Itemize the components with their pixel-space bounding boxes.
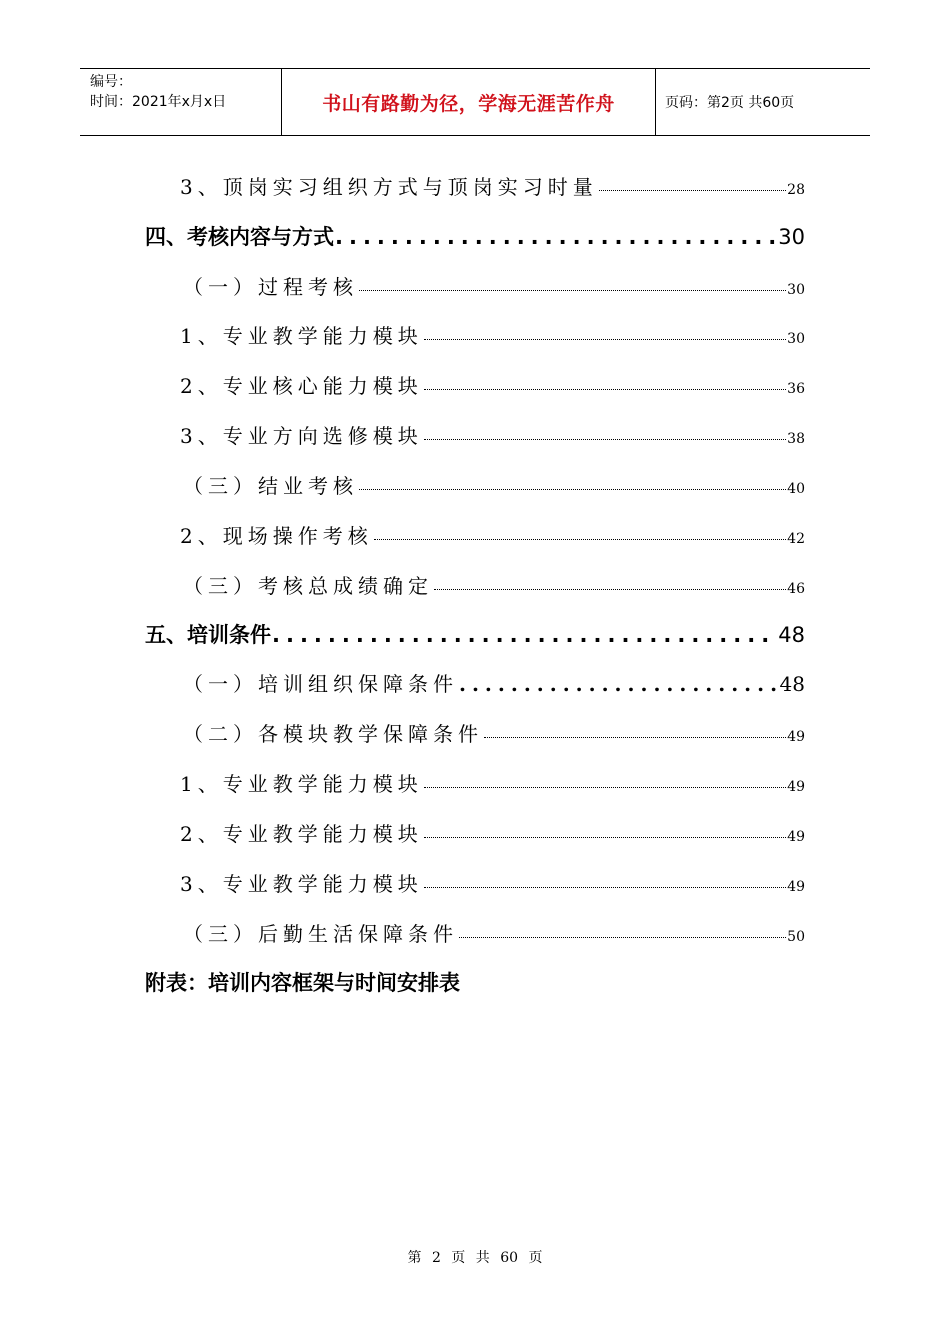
toc-entry-label: 1、专业教学能力模块 — [180, 324, 423, 348]
toc-chapter-label: 四、考核内容与方式 — [145, 225, 334, 249]
toc-entry-page: 46 — [787, 581, 805, 597]
toc-chapter[interactable] — [145, 619, 805, 649]
toc-leader — [599, 190, 786, 191]
toc-entry[interactable] — [180, 420, 805, 449]
toc-entry-label: 1、专业教学能力模块 — [180, 772, 423, 796]
toc-entry-page: 42 — [787, 531, 805, 547]
header-page-info: 页码：第2页 共60页 — [665, 95, 795, 111]
toc-entry[interactable] — [180, 818, 805, 847]
toc-entry-page: 48 — [779, 672, 805, 696]
toc-entry[interactable] — [183, 570, 805, 599]
toc-entry-page: 38 — [787, 431, 805, 447]
toc-entry-label: 3、专业方向选修模块 — [180, 424, 423, 448]
toc-leader — [459, 672, 779, 696]
toc-entry-page: 49 — [787, 879, 805, 895]
toc-entry[interactable] — [180, 370, 805, 399]
toc-entry-page: 49 — [787, 729, 805, 745]
page-header — [80, 68, 870, 136]
toc-entry-label: 2、专业核心能力模块 — [180, 374, 423, 398]
toc-chapter-label: 五、培训条件 — [145, 623, 271, 647]
toc-entry-page: 30 — [787, 331, 805, 347]
toc-entry[interactable] — [183, 470, 805, 499]
serial-label: 编号： — [90, 74, 132, 90]
toc-entry-label: （二）各模块教学保障条件 — [183, 722, 483, 746]
toc-leader — [359, 290, 786, 291]
toc-entry-page: 30 — [787, 282, 805, 298]
toc-entry-label: （三）结业考核 — [183, 474, 358, 498]
toc-entry[interactable] — [180, 768, 805, 797]
toc-leader — [434, 589, 786, 590]
toc-leader — [374, 539, 786, 540]
toc-leader — [272, 623, 777, 647]
toc-entry[interactable] — [183, 918, 805, 947]
toc-leader — [459, 937, 786, 938]
toc-leader — [359, 489, 786, 490]
toc-entry[interactable] — [183, 271, 805, 300]
toc-entry-page: 28 — [787, 182, 805, 198]
toc-chapter-page: 30 — [778, 225, 805, 249]
toc-entry[interactable] — [180, 868, 805, 897]
toc-entry-page: 40 — [787, 481, 805, 497]
toc-entry[interactable] — [180, 520, 805, 549]
toc-entry-page: 49 — [787, 779, 805, 795]
toc-leader — [424, 389, 786, 390]
toc-leader — [424, 787, 786, 788]
toc-entry-label: 3、专业教学能力模块 — [180, 872, 423, 896]
toc-entry-label: （一）过程考核 — [183, 275, 358, 299]
toc-leader — [424, 439, 786, 440]
toc-entry-page: 50 — [787, 929, 805, 945]
toc-entry-label: （一）培训组织保障条件 — [183, 672, 458, 696]
toc-entry-label: 2、现场操作考核 — [180, 524, 373, 548]
toc-entry[interactable] — [183, 668, 805, 697]
toc-entry-label: （三）后勤生活保障条件 — [183, 922, 458, 946]
toc-entry[interactable] — [180, 171, 805, 200]
toc-chapter[interactable] — [145, 221, 805, 251]
toc-entry-page: 49 — [787, 829, 805, 845]
toc-entry[interactable] — [183, 718, 805, 747]
toc-entry[interactable] — [180, 320, 805, 349]
toc-entry-label: 2、专业教学能力模块 — [180, 822, 423, 846]
toc-chapter-page: 48 — [778, 623, 805, 647]
toc-appendix-label: 附表：培训内容框架与时间安排表 — [145, 971, 460, 995]
toc-leader — [424, 837, 786, 838]
time-label: 时间：2021年x月x日 — [90, 94, 227, 110]
toc-entry-label: 3、顶岗实习组织方式与顶岗实习时量 — [180, 175, 598, 199]
header-motto: 书山有路勤为径，学海无涯苦作舟 — [282, 69, 656, 135]
toc-leader — [424, 339, 786, 340]
header-meta — [80, 69, 282, 135]
toc-leader — [424, 887, 786, 888]
toc-leader — [484, 737, 786, 738]
toc-entry-label: （三）考核总成绩确定 — [183, 574, 433, 598]
toc-appendix[interactable] — [145, 967, 460, 997]
toc-leader — [335, 225, 777, 249]
toc-entry-page: 36 — [787, 381, 805, 397]
page-footer: 第 2 页 共 60 页 — [407, 1250, 543, 1266]
